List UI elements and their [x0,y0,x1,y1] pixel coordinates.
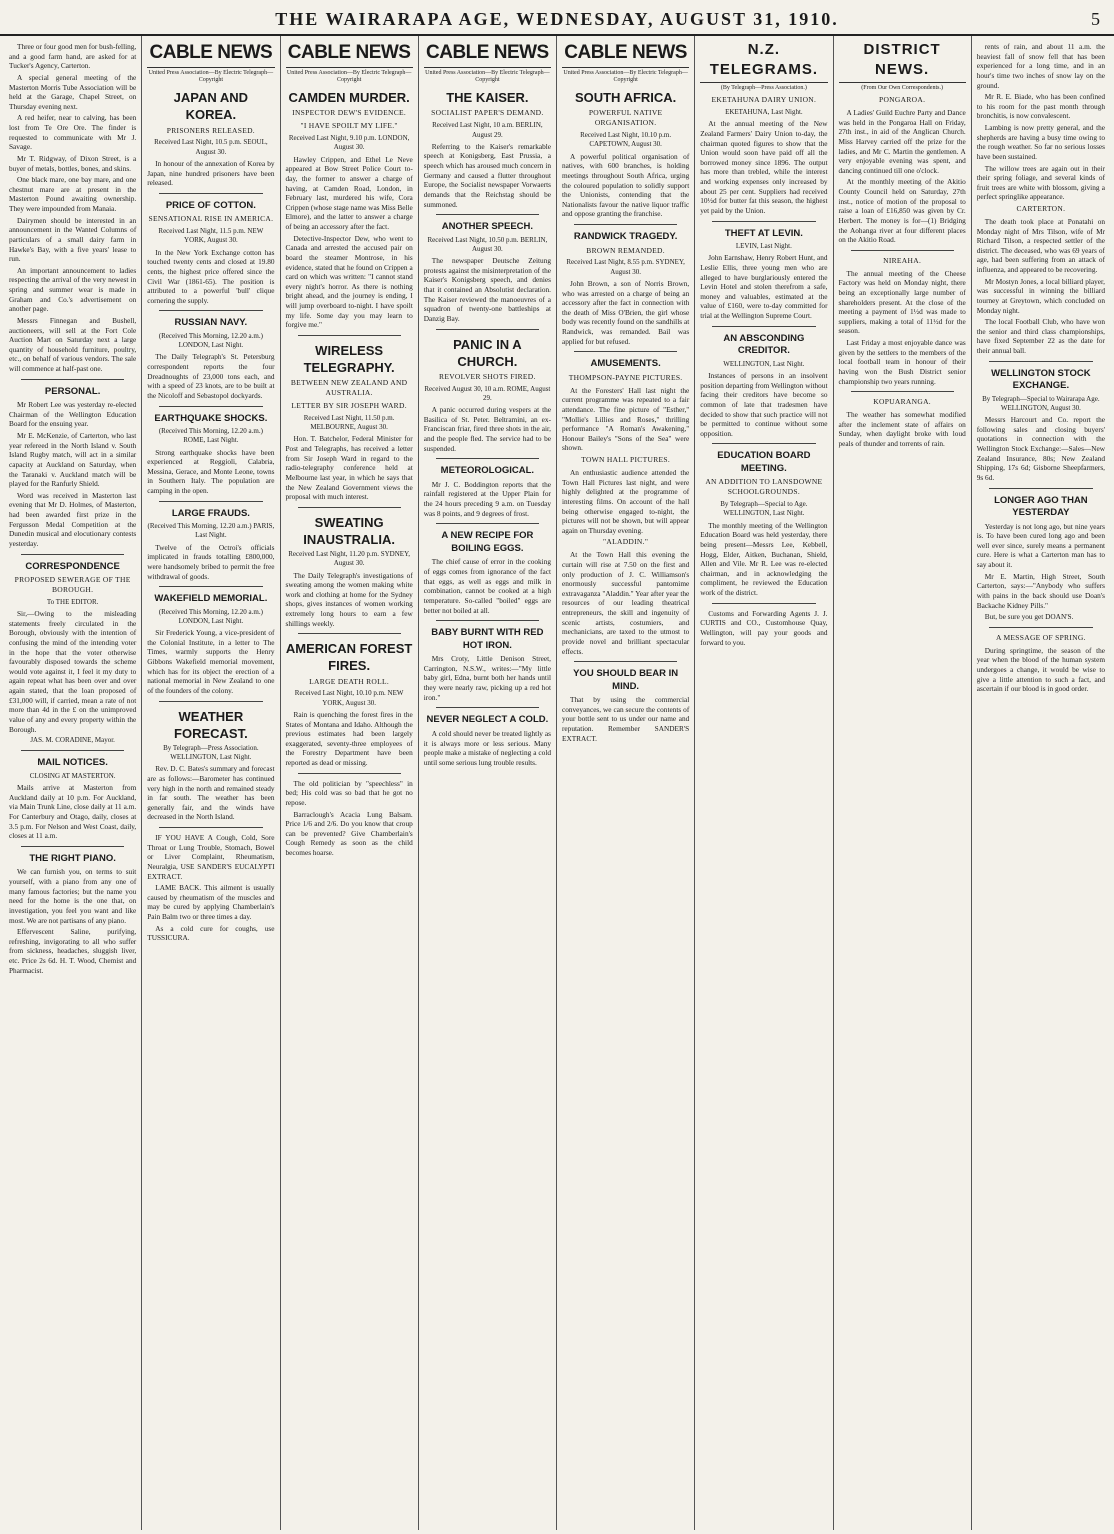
subheading: AN ADDITION TO LANSDOWNE SCHOOLGROUNDS. [705,477,823,497]
divider [159,501,262,502]
salutation: To THE EDITOR. [46,597,99,606]
headline: WELLINGTON STOCK EXCHANGE. [991,367,1091,392]
subheading: EKETAHUNA DAIRY UNION. [711,95,817,105]
dateline: By Telegraph—Press Association. WELLINGTON, Last Night. [163,743,259,762]
paragraph: We can furnish you, on terms to suit yourself, with a piano from any one of many famous factories; but the name you need for the home is the one that, on investigation, you feel you want and like most. We are not partisans of any piano. [9,867,137,925]
paragraph: At the Town Hall this evening the curtain will rise at 7.50 on the first and only production of J. C. Williamson's enormously successful pantomime extravaganza "Aladdin." Year after year the resources of our leading theatrical entrepreneurs, the skill and ingenuity of scenic artists, costumiers, and mechanicians, are taxed to the utmost to provide novel and brilliant spectacular effects. [562,550,690,656]
divider [989,627,1093,628]
paragraph: Hon. T. Batchelor, Federal Minister for Post and Telegraphs, has received a letter from Sir Joseph Ward in regard to the radio-telegraphy conference held at Melbourne last year, in which he says that the New Zealand Government views the proposal with much interest. [285,434,413,502]
paragraph: Rev. D. C. Bates's summary and forecast are as follows:—Barometer has continued very high in the north and remained steady in far south. The weather has been generally fair, and the winds have decreased in the North Island. [147,764,275,822]
divider [298,633,401,634]
column-1 [4,36,142,1530]
headline: LARGE FRAUDS. [171,507,250,519]
credit-line: (From Our Own Correspondents.) [861,84,943,91]
paragraph: Strong earthquake shocks have been experienced at Reggioli, Calabria, Messina, Gerace, and Monte Leone, towns in Southern Italy. The population are camping in the open. [147,447,275,496]
paragraph: Sir Frederick Young, a vice-president of the Colonial Institute, in a letter to The Times, warmly supports the Henry Gibbons Wakefield memorial movement, which has for its object the erection of a national memorial in New Zealand to one of the founders of the colony. [147,628,275,695]
subheading: KOPUARANGA. [873,397,931,407]
paragraph: The chief cause of error in the cooking of eggs comes from ignorance of the fact that eggs, as well as eggs and milk in combination, cannot be cooked at a high temperature. So-called "boiled" eggs are better not boiled at all. [423,557,551,615]
subheading: PROPOSED SEWERAGE OF THE BOROUGH. [14,575,131,594]
divider [574,351,677,352]
headline: RANDWICK TRAGEDY. [573,231,678,243]
headline: WIRELESS TELEGRAPHY. [303,342,395,376]
divider [159,310,262,311]
dateline: (Received This Morning, 12.20 a.m.) LONDON, Last Night. [158,331,263,350]
paragraph: Three or four good men for bush-felling, and a good farm hand, are asked for at Tucker's Agency, Carterton. [9,42,137,71]
subheading: CARTERTON. [1016,204,1066,213]
divider [851,391,954,392]
paragraph: Last Friday a most enjoyable dance was given by the settlers to the members of the local football team in honour of their having won the Bush District senior championship two years running. [838,338,966,386]
divider [712,443,815,444]
paragraph: An enthusiastic audience attended the Town Hall Pictures last night, and were highly delighted at the programme of interesting films. On account of the hall being otherwise engaged to-night, the pictures will not be shown, but will appear again on Thursday evening. [562,468,690,535]
divider [574,661,677,662]
divider [989,361,1093,362]
headline: NEVER NEGLECT A COLD. [426,714,549,726]
divider [21,846,124,847]
column-7 [834,36,972,1530]
paragraph: In the New York Exchange cotton has touched twenty cents and closed at 19.80 cents, the highest price offered since the Civil War (1861-65). The position is attributed to a powerful 'bull' clique cornering the supply. [147,247,275,305]
headline: SOUTH AFRICA. [574,90,677,106]
divider [712,326,815,327]
headline: PRICE OF COTTON. [165,199,256,211]
nz-telegrams-banner: N.Z. TELEGRAMS. [700,40,827,83]
advertisement: Customs and Forwarding Agents J. J. CURTIS and CO., Customhouse Quay, Wellington, will pay your goods and forward to you. [700,608,828,647]
paragraph: A special general meeting of the Masterton Morris Tube Association will be held at the Garage, Chapel Street, on Thursday evening next. [9,72,137,111]
headline: RUSSIAN NAVY. [174,317,248,329]
section-heading: PERSONAL. [44,385,101,397]
paragraph: A cold should never be treated lightly as it is always more or less serious. Many people make a mistake of neglecting a cold until some serious lung trouble results. [423,728,551,767]
divider [159,406,262,407]
divider [21,379,124,380]
divider [298,507,401,508]
column-5 [557,36,695,1530]
divider [159,701,262,702]
paragraph: Detective-Inspector Dew, who went to Canada and arrested the accused pair on board the steamer Montrose, in his evidence, stated that he found on Crippen a card on which was written: "I cannot stand every night's horror. As there is nothing bright ahead, and the journey is ending, I will jump overboard to-night. I have spoilt my life. Some day you may learn to forgive me." [285,233,413,330]
paragraph: Mr J. C. Boddington reports that the rainfall registered at the Upper Plain for the 24 hours preceding 9 a.m. on Tuesday was 8 points, and 9 degrees of frost. [423,479,551,518]
cable-news-banner: CABLE NEWS [286,40,413,68]
subheading: CLOSING AT MASTERTON. [29,771,116,780]
paragraph: An important announcement to ladies respecting the arrival of the very newest in spring and summer wear is made in Graham and Co.'s advertisement on another page. [9,265,137,314]
headline: EDUCATION BOARD MEETING. [717,450,811,474]
headline: LONGER AGO THAN YESTERDAY [994,494,1088,519]
paragraph: Mr E. Martin, High Street, South Carterton, says:—"Anybody who suffers with pains in the back should use Doan's Backache Kidney Pills." [976,571,1105,610]
dateline: (Received This Morning, 12.20 a.m.) LONDON, Last Night. [158,607,263,625]
paragraph: Yesterday is not long ago, but nine years is. To have been cured long ago and been well ever since, surely means a permanent cure. Here is what a Carterton man has to say about it. [976,521,1105,570]
advertisement: Barraclough's Acacia Lung Balsam. Price 1/6 and 2/6. Do you know that croup can be prevented? Give Chamberlain's Cough Remedy as soon as the child becomes hoarse. [285,809,413,858]
dateline: Received Last Night, 11.50 p.m. MELBOURNE, August 30. [303,413,395,432]
divider [436,458,539,459]
divider [574,224,677,225]
paragraph: Sir,—Owing to the misleading statements freely circulated in the Borough, obviously with the intention of confusing the mind of the intending voter in the hope that the voter otherwise favourably disposed towards the scheme would vote against it, I feel it my duty to again repeat what has been over and over again stated, that the loan proposed of £31,000 will, if carried, mean a rate of not more than 4d in the £ on the unimproved value of any and every property within the Borough. [9,609,137,734]
dateline: Received Last Night, 10.10 p.m. CAPETOWN, August 30. [580,131,672,149]
cable-news-banner: CABLE NEWS [147,40,274,68]
subheading: PONGAROA. [879,95,926,105]
headline: THEFT AT LEVIN. [724,227,803,239]
subheading: BETWEEN NEW ZEALAND AND AUSTRALIA. [290,378,408,398]
headline: ANOTHER SPEECH. [441,221,534,233]
paragraph: A panic occurred during vespers at the Basilica of St. Peter. Beltramini, an ex-Franciscan friar, fired three shots in the air, and the people fled. The service had to be suspended. [423,405,551,453]
paragraph: Rain is quenching the forest fires in the States of Montana and Idaho. Although the previous estimates had been largely exaggerated, seventy-three employees of the Forestry Department have been reported as dead or missing. [285,709,413,768]
dateline: (Received This Morning, 12.20 a.m.) PARIS, Last Night. [147,522,275,540]
dateline: By Telegraph—Special to Age. WELLINGTON, Last Night. [720,500,808,518]
headline: YOU SHOULD BEAR IN MIND. [573,668,679,692]
credit-line: United Press Association—By Electric Telegraph—Copyright [425,70,550,83]
headline: A NEW RECIPE FOR BOILING EGGS. [441,530,534,554]
cable-news-banner: CABLE NEWS [562,40,689,68]
subheading: PRISONERS RELEASED. [166,125,255,135]
signature: JAS. M. CORADINE, Mayor. [30,736,115,745]
column-2 [142,36,280,1530]
paragraph: The annual meeting of the Cheese Factory was held on Monday night, there being an exceptionally large number of shareholders present. At the close of the meeting a payment of 1½d was made to suppliers, making a total of 11½d for the season. [838,268,966,336]
paragraph: Mr Mostyn Jones, a local billiard player, was successful in winning the billiard tourney at Greytown, which concluded on Monday night. [976,276,1105,315]
paragraph: Mr E. McKenzie, of Carterton, who last year refereed in the North Island v. South Island Rugby match, will act in a similar capacity at Auckland on Saturday, when the Taranaki v. Auckland match will be played for the Ranfurly Shield. [9,431,137,489]
paragraph: Hawley Crippen, and Ethel Le Neve appeared at Bow Street Police Court to-day, the former to answer a charge of having, at Camden Road, London, in February last, murdered his wife, Cora Crippen (whose stage name was Miss Belle Elmore), and the latter to answer a charge of being an accessory after the fact. [285,154,413,232]
dateline: Received August 30, 10 a.m. ROME, August 29. [424,384,551,402]
paragraph: One black mare, one bay mare, and one chestnut mare are at present in the Masterton Pound awaiting ownership. They were impounded from Manaia. [9,175,137,213]
headline: AMUSEMENTS. [590,358,661,370]
dateline: WELLINGTON, Last Night. [723,359,805,368]
paragraph: John Brown, a son of Norris Brown, who was arrested on a charge of being an accessory after the fact in connection with the death of Miss O'Brien, the girl whose body was recently found on the sandhills at Randwick, was remanded. Bail was applied for but refused. [562,278,690,346]
paragraph: Twelve of the Octroi's officials implicated in frauds totalling £800,000, were handsomely bribed to permit the free withdrawal of goods. [147,542,275,581]
paragraph: At the annual meeting of the New Zealand Farmers' Dairy Union to-day, the chairman quoted figures to show that the Union would soon have paid off all the borrowed money since 1896. The output has more than trebled, while the interest and working expenses only increased by about 25 per cent. Suppliers had received 10½d for butter fat this season, the highest yet paid by the Union. [700,119,828,215]
verse: The old politician by "speechless" in bed; His cold was so bad that he got no repose. [285,778,413,807]
paragraph: In honour of the annexation of Korea by Japan, nine hundred prisoners have been released. [147,158,275,188]
paragraph: John Earnshaw, Henry Robert Hunt, and Leslie Ellis, three young men who are alleged to have burglariously entered the Levin Hotel and stolen therefrom a safe, money and valuables, estimated at the value of £160, were to-day committed for trial at the Wellington Supreme Court. [700,253,828,321]
divider [159,193,262,194]
headline: EARTHQUAKE SHOCKS. [154,412,268,424]
advertisement: IF YOU HAVE A Cough, Cold, Sore Throat or Lung Trouble, Stomach, Bowel or Liver Complaint, Rheumatism, Neuralgia, USE SANDER'S EUCALYPTI EXTRACT. [147,833,275,881]
paragraph: A red heifer, near to calving, has been lost from Te Ore Ore. The finder is requested to communicate with Mr J. Savage. [9,113,137,152]
dateline: Received Last Night, 10.5 p.m. SEOUL, August 30. [154,138,268,156]
paragraph: Messrs Harcourt and Co. report the following sales and closing buyers' quotations in connection with the Wellington Stock Exchange:—Sales—New Zealand Insurance, 80s; New Zealand Shipping, 17s 6d; Gisborne Sheepfarmers, 9s 6d. [976,415,1105,482]
column-3 [281,36,419,1530]
dateline: Received Last Night, 10.10 p.m. NEW YORK, August 30. [294,689,404,707]
divider [21,750,124,751]
headline: AN ABSCONDING CREDITOR. [723,332,805,357]
subheading: LETTER BY SIR JOSEPH WARD. [291,401,407,411]
credit-line: United Press Association—By Electric Telegraph—Copyright [148,70,274,83]
paragraph: At the monthly meeting of the Akitio County Council held on Saturday, 27th inst., notice of motion of the proposal to raise a loan of £16,850 was given by Cr. Herbert. The money is for—(1) Bridging the Aohanga river at four different places on the Akitio Road. [838,177,966,245]
credit-line: (By Telegraph—Press Association.) [720,84,807,91]
subheading: TOWN HALL PICTURES. [581,455,671,465]
subheading: NIREAHA. [883,255,922,265]
paragraph: The monthly meeting of the Wellington Education Board was held yesterday, there being present—Messrs Lee, Kebbell, Hogg, Elder, Aitken, Buchanan, Shield, Allen and Vile. Mr R. Lee was re-elected chairman, and in acknowledging the compliment, he reviewed the Education work of the district. [700,520,828,598]
paragraph: Mrs Croty, Little Denison Street, Carrington, N.S.W., writes:—"My little baby girl, Edna, burnt both her hands until they were nearly raw, picking up a red hot iron." [423,654,551,702]
subheading: REVOLVER SHOTS FIRED. [439,371,536,381]
dateline: EKETAHUNA, Last Night. [725,108,803,117]
paragraph: The local Football Club, who have won the senior and third class championships, have fixed September 22 as the date for their annual ball. [976,317,1105,356]
paragraph: The weather has somewhat modified after the inclement state of affairs on Sunday, when daylight broke with loud peals of thunder and torrents of rain. [838,410,966,448]
subheading: SENSATIONAL RISE IN AMERICA. [148,214,274,224]
dateline: Received Last Night, 11.20 p.m. SYDNEY, August 30. [288,550,410,568]
headline: WAKEFIELD MEMORIAL. [154,593,268,605]
headline: METEOROLOGICAL. [440,465,535,477]
section-heading: THE RIGHT PIANO. [29,852,116,864]
headline: PANIC IN A CHURCH. [453,336,522,369]
paragraph: Mr T. Ridgway, of Dixon Street, is a buyer of metals, bottles, bones, and skins. [9,153,137,173]
dateline: Received Last Night, 9.10 p.m. LONDON, August 30. [288,134,410,152]
advertisement: As a cold cure for coughs, use TUSSICURA. [147,923,275,943]
dateline: (Received This Morning, 12.20 a.m.) ROME, Last Night. [158,427,263,445]
divider [436,329,539,330]
subheading: "I HAVE SPOILT MY LIFE." [300,121,398,131]
headline: SWEATING INAUSTRALIA. [303,514,395,547]
divider [298,335,401,336]
paragraph: Messrs Finnegan and Bushell, auctioneers, will sell at the Fort Cole Auction Mart on Saturday next a large quantity of household furniture, poultry, etc., on behalf of various vendors. The sale will commence at half-past one. [9,315,137,373]
divider [851,250,954,251]
column-8 [972,36,1110,1530]
cable-news-banner: CABLE NEWS [424,40,551,68]
dateline: LEVIN, Last Night. [735,242,792,251]
paragraph: Lambing is now pretty general, and the shepherds are having a busy time owing to the rough weather. So far no serious losses have been sustained. [976,123,1105,161]
headline: JAPAN AND KOREA. [173,90,249,123]
subheading: INSPECTOR DEW'S EVIDENCE. [292,108,407,118]
column-6 [695,36,833,1530]
credit-line: United Press Association—By Electric Telegraph—Copyright [563,70,688,83]
paragraph: Mr R. E. Biade, who has been confined to his room for the past month through bronchitis, is now convalescent. [976,92,1105,121]
dateline: Received Last Night, 10 a.m. BERLIN, August 29. [432,121,543,139]
paragraph: Instances of persons in an insolvent position departing from Wellington without facing their creditors have become so common of late that tradesmen have decided to show that such practice will not be permitted to continue without some opposition. [700,371,828,438]
headline: WEATHER FORECAST. [174,708,248,741]
subheading: BROWN REMANDED. [586,245,665,255]
paragraph: The death took place at Ponatahi on Monday night of Mrs Tilson, wife of Mr Richard Tilson, a respected settler of the district. The deceased, who was 69 years of age, had been suffering from an attack of influenza, and appeared to be recovering. [976,216,1105,275]
dateline: Received Last Night, 8.55 p.m. SYDNEY, August 30. [566,258,685,276]
subheading: LARGE DEATH ROLL. [309,676,390,686]
headline: THE KAISER. [446,90,529,106]
newspaper-title: THE WAIRARAPA AGE, WEDNESDAY, AUGUST 31, 1910. [275,9,839,29]
headline: BABY BURNT WITH RED HOT IRON. [431,627,544,651]
paragraph: The willow trees are again out in their their spring foliage, and several kinds of fruit trees are white with blossom, giving a perfect springlike appearance. [976,163,1105,202]
paragraph: The Daily Telegraph's St. Petersburg correspondent reports the four Dreadnoughts of 23,000 tons each, and with a speed of 23 knots, are to be built at the Nicoloff and Sebastopol dockyards. [147,352,275,400]
divider [436,214,539,215]
columns-container [0,36,1114,1530]
advertisement: LAME BACK. This ailment is usually caused by rheumatism of the muscles and may be cured by applying Chamberlain's Pain Balm two or three times a day. [147,883,275,922]
column-4 [419,36,557,1530]
divider [712,221,815,222]
divider [989,488,1093,489]
section-heading: MAIL NOTICES. [37,757,108,769]
district-news-banner: DISTRICT NEWS. [839,40,966,83]
credit-line: United Press Association—By Electric Telegraph—Copyright [286,70,412,83]
paragraph: rents of rain, and about 11 a.m. the heaviest fall of snow fell that has been experienced for a long time, and in an hour's time two inches of snow lay on the ground. [976,42,1105,90]
dateline: By Telegraph—Special to Wairarapa Age. WELLINGTON, August 30. [982,394,1100,412]
subheading: "ALADDIN." [603,537,649,547]
subheading: A MESSAGE OF SPRING. [995,632,1086,642]
section-heading: CORRESPONDENCE [25,560,120,572]
paragraph: Referring to the Kaiser's remarkable speech at Konigsberg, East Prussia, a speech which has aroused much concern in Germany and caused a flutter throughout Europe, the Socialist newspaper Vorwaerts demands that the Reichstag should be summoned. [423,141,551,209]
page-number: 5 [1091,9,1100,29]
paragraph: Mr Robert Lee was yesterday re-elected Chairman of the Wellington Education Board for the ensuing year. [9,400,137,429]
subheading: THOMPSON-PAYNE PICTURES. [568,372,683,382]
paragraph: Effervescent Saline, purifying, refreshing, invigorating to all who suffer from sickness, headaches, sluggish liver, etc. Price 2s 6d. H. T. Wood, Chemist and Pharmacist. [9,927,137,975]
divider [159,586,262,587]
divider [436,707,539,708]
headline: AMERICAN FOREST FIRES. [285,641,413,674]
paragraph: A powerful political organisation of natives, with 600 branches, is holding meetings throughout South Africa, urging the coloured population to solidly support the Unionists, contending that the Nationalists favour the native liquor traffic and oppose granting the franchise. [562,151,690,219]
paragraph: The Daily Telegraph's investigations of sweating among the women making white work and clothing at home for the Sydney shops, gives instances of women working extremely long hours to earn a few shillings weekly. [285,570,413,628]
paragraph: A Ladies' Guild Euchre Party and Dance was held in the Pongaroa Hall on Friday, 27th inst., in aid of the Anglican Church. Miss Harvey carried off the prize for the ladies, and Mr C. Martin the gentlemen. A very enjoyable evening was spent, and dancing continued till one o'clock. [838,108,966,175]
paragraph: Dairymen should be interested in an announcement in the Wanted Columns of particulars of a small dairy farm in Hawke's Bay, with a five years' lease to run. [9,215,137,264]
masthead [0,0,1114,36]
divider [159,827,262,828]
subheading: SOCIALIST PAPER'S DEMAND. [431,108,544,118]
divider [436,620,539,621]
paragraph: But, be sure you get DOAN'S. [984,612,1074,622]
dateline: Received Last Night, 10.50 p.m. BERLIN, August 30. [427,235,548,253]
paragraph: Word was received in Masterton last evening that Mr D. Holmes, of Masterton, had been awarded first prize in the Fergusson Medal Competition at the Dunedin musical and elocutionary contests yesterday. [9,490,137,548]
divider [298,773,401,774]
paragraph: At the Foresters' Hall last night the current programme was repeated to a fair attendance. The fine picture of "Esther," "Mollie's Lillies and Roses," thrilling performance "A Roman's Awakening," Honour Bailey's "Sons of the Sea" were shown. [562,385,690,453]
divider [712,603,815,604]
paragraph: During springtime, the season of the year when the blood of the human system undergoes a change, it would be wise to give a little attention to such a fact, and ascertain if our blood is in good order. [976,645,1105,694]
divider [21,554,124,555]
dateline: Received Last Night, 11.5 p.m. NEW YORK, August 30. [158,227,264,245]
paragraph: Mails arrive at Masterton from Auckland daily at 10 p.m. For Auckland, via Main Trunk Line, close daily at 11 a.m. For Canterbury and Otago, daily, closes at 3.5 p.m. For Nelson and West Coast, daily, closes at 11 a.m. [9,783,137,841]
divider [436,523,539,524]
paragraph: The newspaper Deutsche Zeitung protests against the misinterpretation of the Kaiser's Konigsberg speech, and denies that it contained an Absolutist declaration. The Kaiser reviewed the manoeuvres of a squadron of twenty-one battleships at Danzig Bay. [423,256,551,323]
subheading: POWERFUL NATIVE ORGANISATION. [588,108,663,128]
headline: CAMDEN MURDER. [288,90,410,106]
advertisement: That by using the commercial conveyances, we can secure the contents of your bottle sent to us under our name and reputation. Remember SANDER'S EXTRACT. [562,695,690,743]
